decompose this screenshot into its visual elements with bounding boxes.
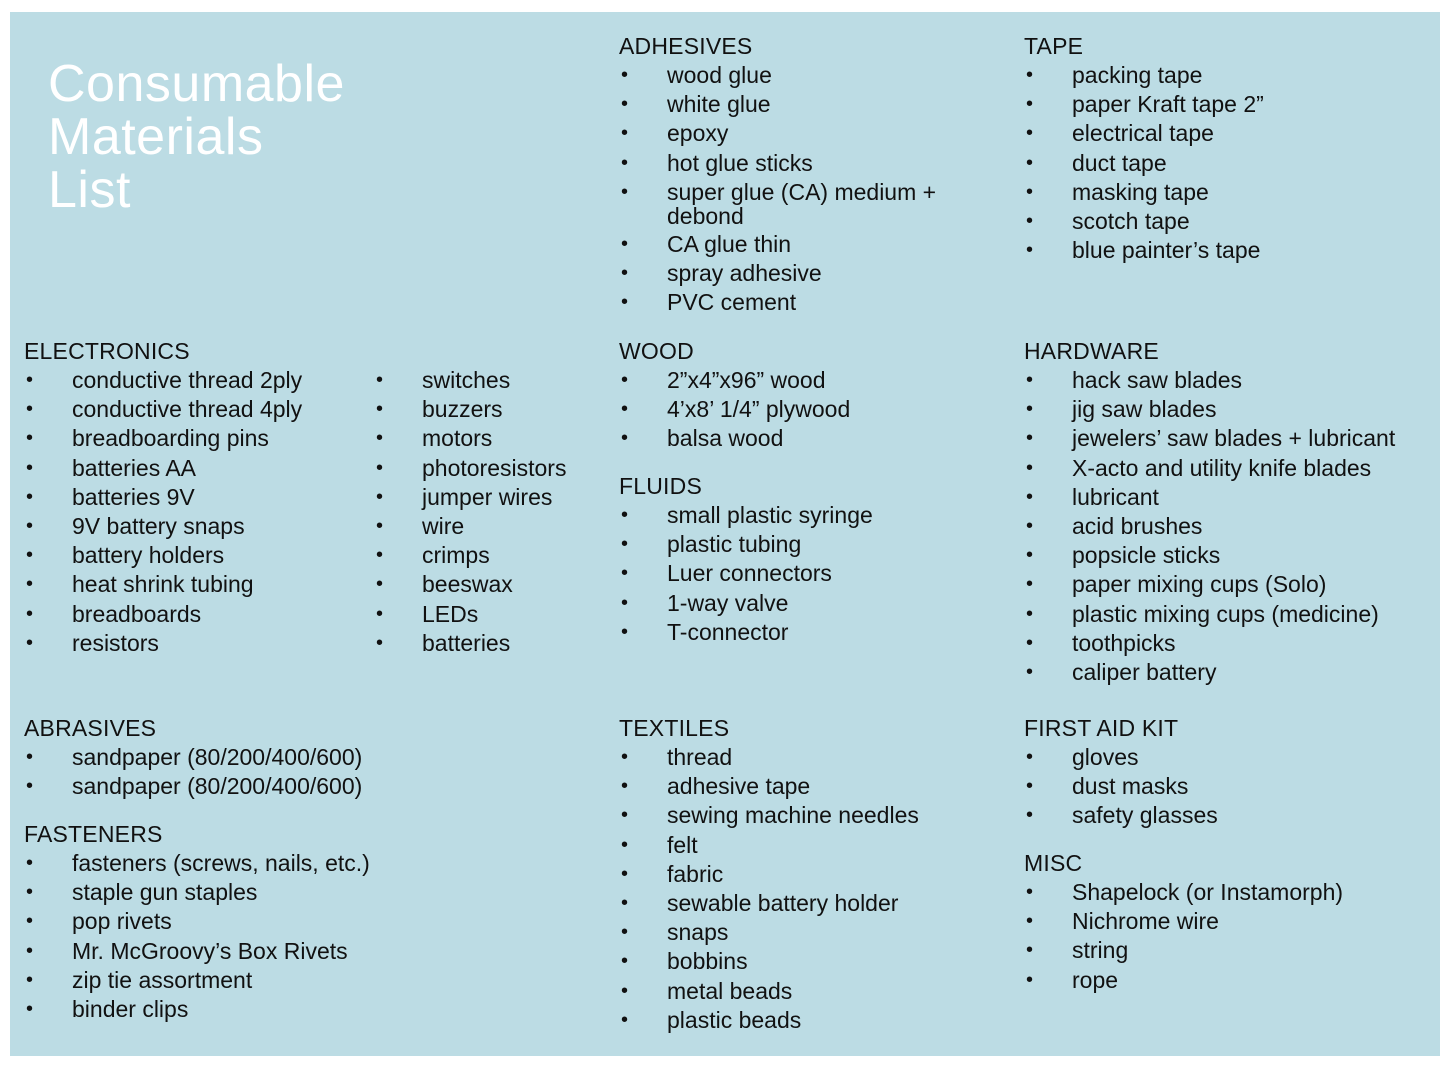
bullet-icon: •	[1026, 602, 1034, 625]
bullet-icon: •	[1026, 93, 1034, 116]
bullet-icon: •	[26, 881, 34, 904]
list-item	[619, 501, 873, 530]
item-list	[619, 501, 873, 647]
item-label: sewable battery holder	[667, 890, 899, 917]
bullet-icon: •	[621, 64, 629, 86]
item-label: paper mixing cups (Solo)	[1072, 571, 1327, 598]
item-list	[24, 743, 362, 801]
bullet-icon: •	[1026, 661, 1034, 684]
list-item	[619, 589, 873, 618]
item-label: duct tape	[1072, 149, 1167, 176]
section-textiles	[619, 714, 919, 1035]
list-item	[619, 230, 936, 259]
bullet-icon: •	[26, 573, 34, 596]
list-item	[619, 743, 919, 772]
bullet-icon: •	[26, 852, 34, 874]
bullet-icon: •	[1026, 151, 1034, 174]
item-label: safety glasses	[1072, 802, 1218, 829]
bullet-icon: •	[376, 369, 384, 391]
list-item	[24, 995, 370, 1024]
bullet-icon: •	[1026, 968, 1034, 991]
item-label: wire	[422, 513, 465, 540]
section-heading: MISC	[1024, 850, 1083, 876]
item-label: spray adhesive	[667, 260, 822, 287]
item-label: lubricant	[1072, 483, 1159, 510]
item-label: breadboards	[72, 600, 202, 627]
bullet-icon: •	[621, 862, 629, 885]
bullet-icon: •	[376, 515, 384, 538]
list-item	[619, 61, 936, 90]
list-item	[24, 966, 370, 995]
item-label: toothpicks	[1072, 629, 1176, 656]
list-item	[619, 259, 936, 288]
bullet-icon: •	[1026, 64, 1034, 86]
bullet-icon: •	[26, 427, 34, 450]
list-item	[619, 119, 936, 148]
item-label: X-acto and utility knife blades	[1072, 454, 1372, 481]
list-item	[1024, 207, 1264, 236]
section-heading: HARDWARE	[1024, 338, 1159, 364]
item-label: switches	[422, 367, 511, 393]
bullet-icon: •	[26, 369, 34, 391]
page-title	[48, 55, 345, 219]
item-label: motors	[422, 425, 493, 452]
item-label: Shapelock (or Instamorph)	[1072, 879, 1344, 905]
item-list	[619, 743, 919, 1035]
list-item	[619, 424, 850, 453]
list-item	[619, 559, 873, 588]
bullet-icon: •	[621, 950, 629, 973]
item-label: batteries 9V	[72, 483, 195, 510]
list-item	[24, 454, 302, 483]
list-item	[619, 831, 919, 860]
list-item	[1024, 570, 1395, 599]
item-label: PVC cement	[667, 289, 797, 316]
item-label: photoresistors	[422, 454, 567, 481]
list-item	[619, 288, 936, 317]
bullet-icon: •	[26, 631, 34, 654]
item-label: Nichrome wire	[1072, 908, 1219, 935]
list-item	[24, 541, 302, 570]
item-label: wood glue	[667, 62, 772, 88]
list-item	[24, 483, 302, 512]
item-label: 1-way valve	[667, 589, 789, 616]
bullet-icon: •	[376, 398, 384, 421]
list-item	[1024, 772, 1218, 801]
bullet-icon: •	[621, 151, 629, 174]
bullet-icon: •	[26, 910, 34, 933]
list-item	[24, 600, 302, 629]
list-item	[1024, 512, 1395, 541]
list-item	[1024, 743, 1218, 772]
list-item	[24, 366, 302, 395]
bullet-icon: •	[1026, 631, 1034, 654]
list-item	[374, 629, 566, 658]
bullet-icon: •	[1026, 369, 1034, 391]
list-item	[619, 530, 873, 559]
list-item	[24, 907, 370, 936]
bullet-icon: •	[1026, 210, 1034, 233]
list-item	[1024, 395, 1395, 424]
list-item	[1024, 90, 1264, 119]
list-item	[24, 512, 302, 541]
item-label: metal beads	[667, 977, 793, 1004]
section-adhesives	[619, 32, 936, 318]
section-heading: WOOD	[619, 338, 694, 364]
list-item	[619, 860, 919, 889]
section-first-aid	[1024, 714, 1218, 831]
list-item	[619, 889, 919, 918]
bullet-icon: •	[26, 456, 34, 479]
item-label: packing tape	[1072, 62, 1203, 88]
list-item	[1024, 658, 1395, 687]
item-label: snaps	[667, 919, 729, 946]
bullet-icon: •	[621, 369, 629, 391]
item-label: hack saw blades	[1072, 367, 1243, 393]
section-heading: ABRASIVES	[24, 715, 157, 741]
bullet-icon: •	[621, 262, 629, 285]
item-label: 9V battery snaps	[72, 513, 245, 540]
list-item	[24, 743, 362, 772]
section-fasteners	[24, 820, 370, 1024]
item-list	[374, 366, 566, 658]
bullet-icon: •	[621, 233, 629, 256]
item-label: T-connector	[667, 618, 789, 645]
item-label: pop rivets	[72, 908, 172, 935]
bullet-icon: •	[621, 427, 629, 450]
list-item	[1024, 600, 1395, 629]
list-item	[24, 849, 370, 878]
list-item	[374, 570, 566, 599]
item-label: balsa wood	[667, 425, 784, 452]
section-tape	[1024, 32, 1264, 265]
list-item	[619, 772, 919, 801]
item-label: breadboarding pins	[72, 425, 269, 452]
bullet-icon: •	[26, 968, 34, 991]
item-label: heat shrink tubing	[72, 571, 254, 598]
item-label: batteries	[422, 629, 511, 656]
section-electronics-col2	[374, 366, 566, 658]
bullet-icon: •	[621, 180, 629, 203]
bullet-icon: •	[376, 573, 384, 596]
item-list	[24, 849, 370, 1024]
item-label: white glue	[667, 91, 771, 118]
section-electronics	[24, 337, 302, 658]
section-misc	[1024, 849, 1343, 995]
bullet-icon: •	[621, 892, 629, 915]
section-fluids	[619, 472, 873, 647]
bullet-icon: •	[621, 122, 629, 145]
item-label: paper Kraft tape 2”	[1072, 91, 1264, 118]
bullet-icon: •	[26, 544, 34, 567]
item-label: felt	[667, 831, 698, 858]
item-list	[1024, 878, 1343, 995]
list-item	[374, 366, 566, 395]
item-label: battery holders	[72, 542, 225, 569]
item-label: jewelers’ saw blades + lubricant	[1072, 425, 1396, 452]
item-label: masking tape	[1072, 178, 1209, 205]
bullet-icon: •	[1026, 180, 1034, 203]
item-label: zip tie assortment	[72, 966, 253, 993]
list-item	[1024, 454, 1395, 483]
list-item	[1024, 629, 1395, 658]
list-item	[1024, 178, 1264, 207]
bullet-icon: •	[376, 544, 384, 567]
section-heading: ELECTRONICS	[24, 338, 190, 364]
item-label: fasteners (screws, nails, etc.)	[72, 850, 370, 876]
list-item	[1024, 149, 1264, 178]
bullet-icon: •	[621, 979, 629, 1002]
item-label: sandpaper (80/200/400/600)	[72, 773, 363, 800]
section-hardware	[1024, 337, 1395, 687]
title-line: Consumable	[48, 55, 345, 113]
bullet-icon: •	[1026, 939, 1034, 962]
bullet-icon: •	[26, 515, 34, 538]
list-item	[24, 937, 370, 966]
list-item	[374, 454, 566, 483]
item-label: small plastic syringe	[667, 502, 873, 528]
list-item	[1024, 878, 1343, 907]
list-item	[1024, 483, 1395, 512]
bullet-icon: •	[621, 504, 629, 526]
list-item	[619, 947, 919, 976]
item-label: plastic tubing	[667, 531, 802, 558]
list-item	[1024, 936, 1343, 965]
item-label: CA glue thin	[667, 231, 792, 258]
bullet-icon: •	[376, 485, 384, 508]
list-item	[1024, 966, 1343, 995]
list-item	[619, 618, 873, 647]
bullet-icon: •	[26, 602, 34, 625]
item-label: conductive thread 2ply	[72, 367, 303, 393]
item-label: plastic mixing cups (medicine)	[1072, 600, 1379, 627]
item-label: blue painter’s tape	[1072, 237, 1261, 264]
section-heading: ADHESIVES	[619, 33, 753, 59]
list-item	[619, 801, 919, 830]
bullet-icon: •	[1026, 456, 1034, 479]
item-label: staple gun staples	[72, 879, 258, 906]
bullet-icon: •	[1026, 485, 1034, 508]
bullet-icon: •	[1026, 775, 1034, 798]
item-label: popsicle sticks	[1072, 542, 1221, 569]
item-label: adhesive tape	[667, 773, 811, 800]
list-item	[1024, 801, 1218, 830]
list-item	[24, 772, 362, 801]
list-item	[374, 424, 566, 453]
list-item	[619, 395, 850, 424]
bullet-icon: •	[1026, 544, 1034, 567]
list-item	[619, 918, 919, 947]
list-item	[374, 395, 566, 424]
bullet-icon: •	[1026, 398, 1034, 421]
bullet-icon: •	[26, 939, 34, 962]
list-item	[619, 90, 936, 119]
list-item	[1024, 61, 1264, 90]
item-label: plastic beads	[667, 1006, 802, 1033]
item-list	[1024, 61, 1264, 265]
bullet-icon: •	[1026, 122, 1034, 145]
list-item	[1024, 424, 1395, 453]
list-item	[1024, 236, 1264, 265]
section-wood	[619, 337, 850, 454]
bullet-icon: •	[376, 456, 384, 479]
bullet-icon: •	[621, 533, 629, 556]
title-line: Materials	[48, 108, 264, 166]
bullet-icon: •	[1026, 573, 1034, 596]
bullet-icon: •	[376, 602, 384, 625]
title-line: List	[48, 161, 131, 219]
list-item	[24, 395, 302, 424]
bullet-icon: •	[621, 804, 629, 827]
item-label: jumper wires	[422, 483, 553, 510]
item-list	[1024, 743, 1218, 831]
list-item	[619, 1006, 919, 1035]
item-label: jig saw blades	[1072, 396, 1217, 423]
item-list	[24, 366, 302, 658]
item-label: hot glue sticks	[667, 149, 813, 176]
item-label: rope	[1072, 966, 1119, 993]
bullet-icon: •	[1026, 746, 1034, 768]
list-item	[24, 629, 302, 658]
item-label: acid brushes	[1072, 513, 1203, 540]
section-heading: FLUIDS	[619, 473, 702, 499]
bullet-icon: •	[621, 562, 629, 585]
list-item	[1024, 907, 1343, 936]
bullet-icon: •	[26, 485, 34, 508]
item-label: batteries AA	[72, 454, 197, 481]
list-item	[1024, 119, 1264, 148]
item-label: thread	[667, 744, 733, 770]
item-label: beeswax	[422, 571, 513, 598]
section-heading: FASTENERS	[24, 821, 163, 847]
list-item	[619, 366, 850, 395]
item-label: conductive thread 4ply	[72, 396, 303, 423]
bullet-icon: •	[26, 746, 34, 768]
section-heading: FIRST AID KIT	[1024, 715, 1179, 741]
list-item	[374, 483, 566, 512]
list-item	[24, 878, 370, 907]
item-label: Mr. McGroovy’s Box Rivets	[72, 937, 348, 964]
item-label: 2”x4”x96” wood	[667, 367, 826, 393]
item-label: crimps	[422, 542, 490, 569]
item-label: buzzers	[422, 396, 503, 423]
bullet-icon: •	[1026, 427, 1034, 450]
bullet-icon: •	[621, 921, 629, 944]
item-list	[619, 61, 936, 318]
item-label-continued: debond	[667, 203, 744, 230]
item-label: dust masks	[1072, 773, 1189, 800]
bullet-icon: •	[26, 398, 34, 421]
list-item	[24, 424, 302, 453]
item-label: epoxy	[667, 120, 729, 147]
section-heading: TEXTILES	[619, 715, 730, 741]
item-list	[1024, 366, 1395, 687]
item-label: string	[1072, 937, 1129, 964]
bullet-icon: •	[621, 291, 629, 314]
bullet-icon: •	[621, 775, 629, 798]
bullet-icon: •	[26, 775, 34, 798]
item-list	[619, 366, 850, 454]
list-item	[374, 541, 566, 570]
bullet-icon: •	[376, 631, 384, 654]
item-label: resistors	[72, 629, 159, 656]
section-abrasives	[24, 714, 362, 801]
bullet-icon: •	[621, 620, 629, 643]
list-item	[24, 570, 302, 599]
bullet-icon: •	[1026, 881, 1034, 903]
section-heading: TAPE	[1024, 33, 1084, 59]
list-item	[1024, 541, 1395, 570]
list-item	[1024, 366, 1395, 395]
list-item	[619, 149, 936, 178]
list-item	[374, 600, 566, 629]
bullet-icon: •	[376, 427, 384, 450]
item-label: LEDs	[422, 600, 479, 627]
item-label: binder clips	[72, 996, 189, 1023]
item-label: fabric	[667, 860, 724, 887]
item-label: sewing machine needles	[667, 802, 919, 829]
bullet-icon: •	[1026, 239, 1034, 262]
bullet-icon: •	[621, 398, 629, 421]
list-item	[619, 178, 936, 228]
bullet-icon: •	[621, 1008, 629, 1031]
item-label: 4’x8’ 1/4” plywood	[667, 396, 851, 423]
item-label: scotch tape	[1072, 208, 1190, 235]
list-item	[374, 512, 566, 541]
bullet-icon: •	[621, 746, 629, 768]
bullet-icon: •	[621, 591, 629, 614]
item-label: gloves	[1072, 744, 1139, 770]
item-label: sandpaper (80/200/400/600)	[72, 744, 363, 770]
bullet-icon: •	[1026, 515, 1034, 538]
item-label: caliper battery	[1072, 659, 1217, 686]
bullet-icon: •	[1026, 910, 1034, 933]
bullet-icon: •	[26, 998, 34, 1021]
item-label: super glue (CA) medium +	[667, 178, 937, 205]
bullet-icon: •	[621, 833, 629, 856]
item-label: bobbins	[667, 948, 748, 975]
bullet-icon: •	[621, 93, 629, 116]
bullet-icon: •	[1026, 804, 1034, 827]
item-label: electrical tape	[1072, 120, 1214, 147]
list-item	[619, 977, 919, 1006]
item-label: Luer connectors	[667, 560, 832, 587]
